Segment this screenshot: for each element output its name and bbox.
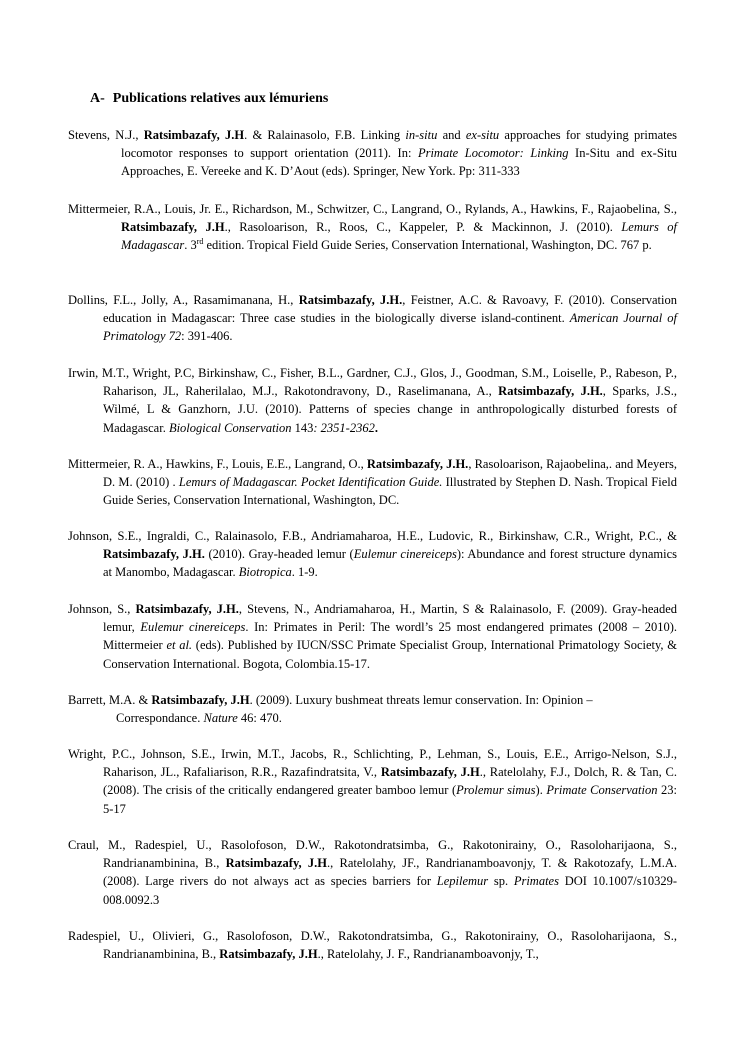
reference-6: Johnson, S.E., Ingraldi, C., Ralainasolo, F.B., Andriamaharoa, H.E., Ludovic, R., Birkinshaw, C.R., Wright, P.C., & Ratsimbazafy, J.H. (2010). Gray-headed lemur (Eulemur cinereiceps): Abundance and forest structure dynamics at Manombo, Madagascar. Biotropica. 1-9. [68, 529, 678, 580]
section-heading [90, 91, 328, 107]
section-title: Publications relatives aux lémuriens [112, 91, 329, 106]
reference-1: Stevens, N.J., Ratsimbazafy, J.H. & Ralainasolo, F.B. Linking in-situ and ex-situ approaches for studying primates locomotor responses to support orientation (2011). In: Primate Locomotor: Linking In-Situ and ex-Situ Approaches, E. Vereeke and K. D’Aout (eds). Springer, New York. Pp: 311-333 [68, 128, 678, 179]
section-number: A- [90, 91, 105, 106]
reference-10: Craul, M., Radespiel, U., Rasolofoson, D.W., Rakotondratsimba, G., Rakotonirainy, O., Rasoloharijaona, S., Randrianambinina, B., Ratsimbazafy, J.H., Ratelolahy, JF., Randrianamboavonjy, T. & Rakotozafy, L.M.A. (2008). Large rivers do not always act as species barriers for Lepilemur sp. Primates DOI 10.1007/s10329-008.0092.3 [68, 838, 677, 907]
reference-4: Irwin, M.T., Wright, P.C, Birkinshaw, C., Fisher, B.L., Gardner, C.J., Glos, J., Goodman, S.M., Loiselle, P., Rabeson, P., Raharison, JL, Raherilalao, M.J., Rakotondravony, D., Raselimanana, A., Ratsimbazafy, J.H., Sparks, J.S., Wilmé, L & Ganzhorn, J.U. (2010). Patterns of species change in anthropologically disturbed forests of Madagascar. Biological Conservation 143: 2351-2362. [68, 366, 677, 435]
reference-5: Mittermeier, R. A., Hawkins, F., Louis, E.E., Langrand, O., Ratsimbazafy, J.H., Rasoloarison, Rajaobelina,. and Meyers, D. M. (2010) . Lemurs of Madagascar. Pocket Identification Guide. Illustrated by Stephen D. Nash. Tropical Field Guide Series, Conservation International, Washington, DC. [68, 457, 677, 508]
reference-7: Johnson, S., Ratsimbazafy, J.H., Stevens, N., Andriamaharoa, H., Martin, S & Ralainasolo, F. (2009). Gray-headed lemur, Eulemur cinereiceps. In: Primates in Peril: The wordl’s 25 most endangered primates (2008 – 2010). Mittermeier et al. (eds). Published by IUCN/SSC Primate Specialist Group, International Primatology Society, & Conservation International. Bogota, Colombia.15-17. [68, 602, 678, 671]
reference-8: Barrett, M.A. & Ratsimbazafy, J.H. (2009). Luxury bushmeat threats lemur conservation. In: Opinion – Correspondance. Nature 46: 470. [68, 693, 593, 726]
reference-9: Wright, P.C., Johnson, S.E., Irwin, M.T., Jacobs, R., Schlichting, P., Lehman, S., Louis, E.E., Arrigo-Nelson, S.J., Raharison, JL., Rafaliarison, R.R., Razafindratsita, V., Ratsimbazafy, J.H., Ratelolahy, F.J., Dolch, R. & Tan, C. (2008). The crisis of the critically endangered greater bamboo lemur (Prolemur simus). Primate Conservation 23: 5-17 [68, 747, 677, 816]
reference-11: Radespiel, U., Olivieri, G., Rasolofoson, D.W., Rakotondratsimba, G., Rakotonirainy, O., Rasoloharijaona, S., Randrianambinina, B., Ratsimbazafy, J.H., Ratelolahy, J. F., Randrianamboavonjy, T., [68, 929, 677, 962]
reference-3: Dollins, F.L., Jolly, A., Rasamimanana, H., Ratsimbazafy, J.H., Feistner, A.C. & Ravoavy, F. (2010). Conservation education in Madagascar: Three case studies in the biologically diverse island-continent. American Journal of Primatology 72: 391-406. [68, 293, 678, 344]
reference-2: Mittermeier, R.A., Louis, Jr. E., Richardson, M., Schwitzer, C., Langrand, O., Rylands, A., Hawkins, F., Rajaobelina, S., Ratsimbazafy, J.H., Rasoloarison, R., Roos, C., Kappeler, P. & Mackinnon, J. (2010). Lemurs of Madagascar. 3rd edition. Tropical Field Guide Series, Conservation International, Washington, DC. 767 p. [68, 202, 678, 253]
